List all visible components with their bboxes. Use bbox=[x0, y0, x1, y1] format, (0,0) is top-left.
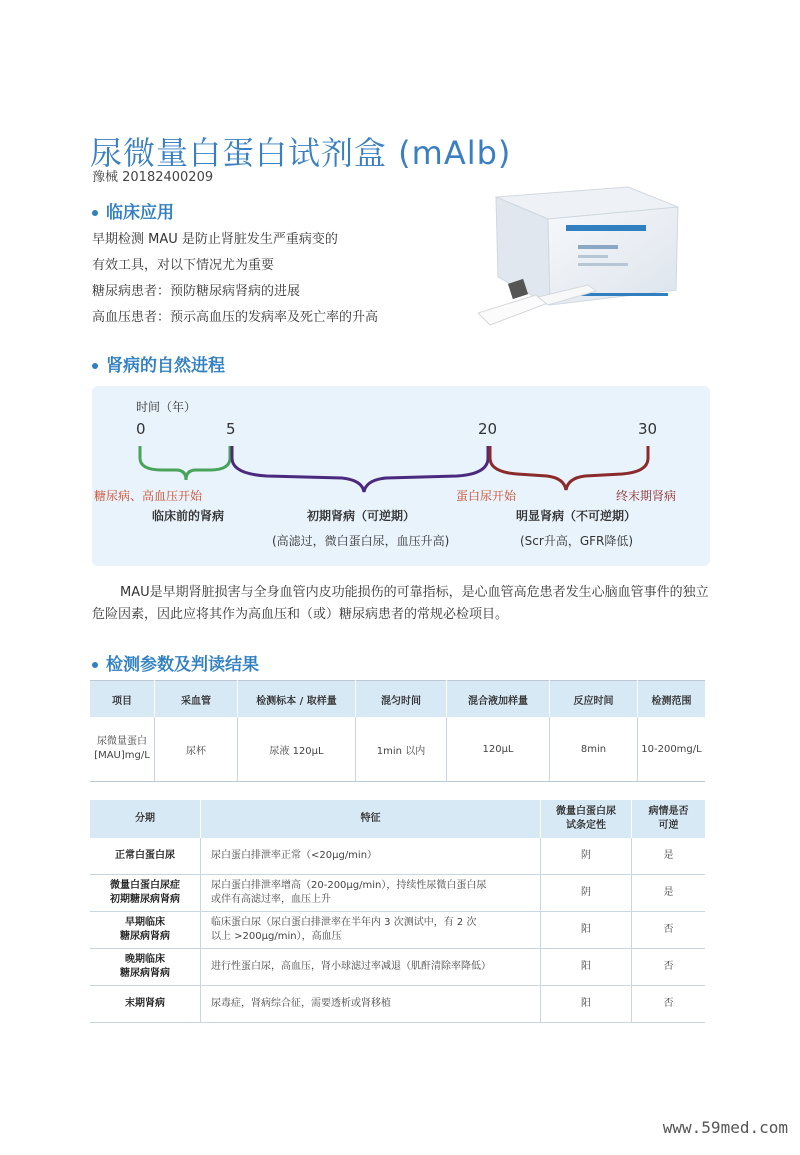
table-cell: 尿微量蛋白 [MAU]mg/L bbox=[90, 717, 155, 782]
event-proteinuria: 蛋白尿开始 bbox=[456, 489, 517, 503]
table-cell: 8min bbox=[550, 717, 638, 782]
bullet-icon bbox=[92, 210, 98, 216]
table-cell: 阴 bbox=[541, 838, 632, 875]
timeline-tick: 30 bbox=[638, 420, 658, 438]
registration-number: 豫械 20182400209 bbox=[92, 170, 214, 185]
clinical-line: 高血压患者：预示高血压的发病率及死亡率的升高 bbox=[92, 310, 379, 325]
timeline-tick: 5 bbox=[226, 420, 236, 438]
column-header: 病情是否 可逆 bbox=[632, 800, 706, 838]
section-heading-progression: 肾病的自然进程 bbox=[92, 351, 225, 376]
table-cell: 尿白蛋白排泄率增高（20-200μg/min），持续性尿微白蛋白尿 或伴有高滤过率，血压上升 bbox=[201, 875, 541, 912]
event-onset: 糖尿病、高血压开始 bbox=[94, 489, 203, 503]
column-header: 检测标本 / 取样量 bbox=[238, 681, 356, 718]
table-row bbox=[90, 912, 705, 949]
column-header: 反应时间 bbox=[550, 681, 638, 718]
table-row bbox=[90, 949, 705, 986]
stage-early-note: (高滤过，微白蛋白尿，血压升高) bbox=[272, 534, 450, 548]
table-cell: 尿白蛋白排泄率正常（<20μg/min） bbox=[201, 838, 541, 875]
table-cell: 是 bbox=[632, 875, 706, 912]
stage-preclinical: 临床前的肾病 bbox=[152, 509, 225, 523]
bullet-icon bbox=[92, 363, 98, 369]
table-row bbox=[90, 986, 705, 1023]
progression-timeline bbox=[92, 386, 710, 566]
clinical-line: 糖尿病患者：预防糖尿病肾病的进展 bbox=[92, 284, 301, 299]
column-header: 分期 bbox=[90, 800, 201, 838]
table-cell: 进行性蛋白尿，高血压，肾小球滤过率减退（肌酐清除率降低） bbox=[201, 949, 541, 986]
table-cell: 120μL bbox=[447, 717, 550, 782]
table-cell: 尿毒症，肾病综合征，需要透析或肾移植 bbox=[201, 986, 541, 1023]
table-row bbox=[90, 717, 705, 782]
event-end-stage: 终末期肾病 bbox=[616, 489, 677, 503]
stage-early: 初期肾病（可逆期） bbox=[307, 509, 416, 523]
timeline-axis-label: 时间（年） bbox=[136, 400, 197, 414]
table-cell: 微量白蛋白尿症 初期糖尿病肾病 bbox=[90, 875, 201, 912]
timeline-tick: 0 bbox=[136, 420, 146, 438]
timeline-tick: 20 bbox=[478, 420, 498, 438]
table-cell: 是 bbox=[632, 838, 706, 875]
product-box-image bbox=[478, 185, 693, 340]
column-header: 采血管 bbox=[155, 681, 238, 718]
clinical-line: 早期检测 MAU 是防止肾脏发生严重病变的 bbox=[92, 232, 338, 247]
table-cell: 10-200mg/L bbox=[638, 717, 706, 782]
table-cell: 正常白蛋白尿 bbox=[90, 838, 201, 875]
staging-table bbox=[90, 800, 705, 1023]
mau-description: MAU是早期肾脏损害与全身血管内皮功能损伤的可靠指标，是心血管高危患者发生心脑血管事件的独立危险因素，因此应将其作为高血压和（或）糖尿病患者的常规必检项目。 bbox=[92, 585, 709, 622]
column-header: 混匀时间 bbox=[356, 681, 447, 718]
column-header: 混合液加样量 bbox=[447, 681, 550, 718]
table-row bbox=[90, 838, 705, 875]
section-heading-params: 检测参数及判读结果 bbox=[92, 650, 259, 675]
bullet-icon bbox=[92, 662, 98, 668]
table-cell: 早期临床 糖尿病肾病 bbox=[90, 912, 201, 949]
column-header: 项目 bbox=[90, 681, 155, 718]
parameters-table bbox=[90, 680, 705, 782]
table-cell: 临床蛋白尿（尿白蛋白排泄率在半年内 3 次测试中，有 2 次 以上 >200μg/min），高血压 bbox=[201, 912, 541, 949]
stage-overt: 明显肾病（不可逆期） bbox=[516, 509, 637, 523]
table-cell: 晚期临床 糖尿病肾病 bbox=[90, 949, 201, 986]
table-cell: 否 bbox=[632, 912, 706, 949]
column-header: 检测范围 bbox=[638, 681, 706, 718]
table-cell: 阳 bbox=[541, 912, 632, 949]
section-heading-clinical: 临床应用 bbox=[92, 198, 174, 223]
column-header: 特征 bbox=[201, 800, 541, 838]
table-cell: 阴 bbox=[541, 875, 632, 912]
brace-preclinical bbox=[140, 446, 230, 480]
table-cell: 尿杯 bbox=[155, 717, 238, 782]
table-cell: 否 bbox=[632, 986, 706, 1023]
table-cell: 末期肾病 bbox=[90, 986, 201, 1023]
table-cell: 否 bbox=[632, 949, 706, 986]
table-cell: 阳 bbox=[541, 986, 632, 1023]
brace-early bbox=[232, 446, 488, 492]
clinical-line: 有效工具，对以下情况尤为重要 bbox=[92, 258, 275, 273]
column-header: 微量白蛋白尿 试条定性 bbox=[541, 800, 632, 838]
table-cell: 阳 bbox=[541, 949, 632, 986]
stage-overt-note: (Scr升高，GFR降低) bbox=[520, 534, 634, 548]
brace-overt bbox=[490, 446, 648, 490]
watermark: www.59med.com bbox=[662, 1118, 788, 1137]
table-cell: 尿液 120μL bbox=[238, 717, 356, 782]
table-cell: 1min 以内 bbox=[356, 717, 447, 782]
page-title: 尿微量白蛋白试剂盒 (mAlb) bbox=[90, 134, 512, 172]
table-row bbox=[90, 875, 705, 912]
